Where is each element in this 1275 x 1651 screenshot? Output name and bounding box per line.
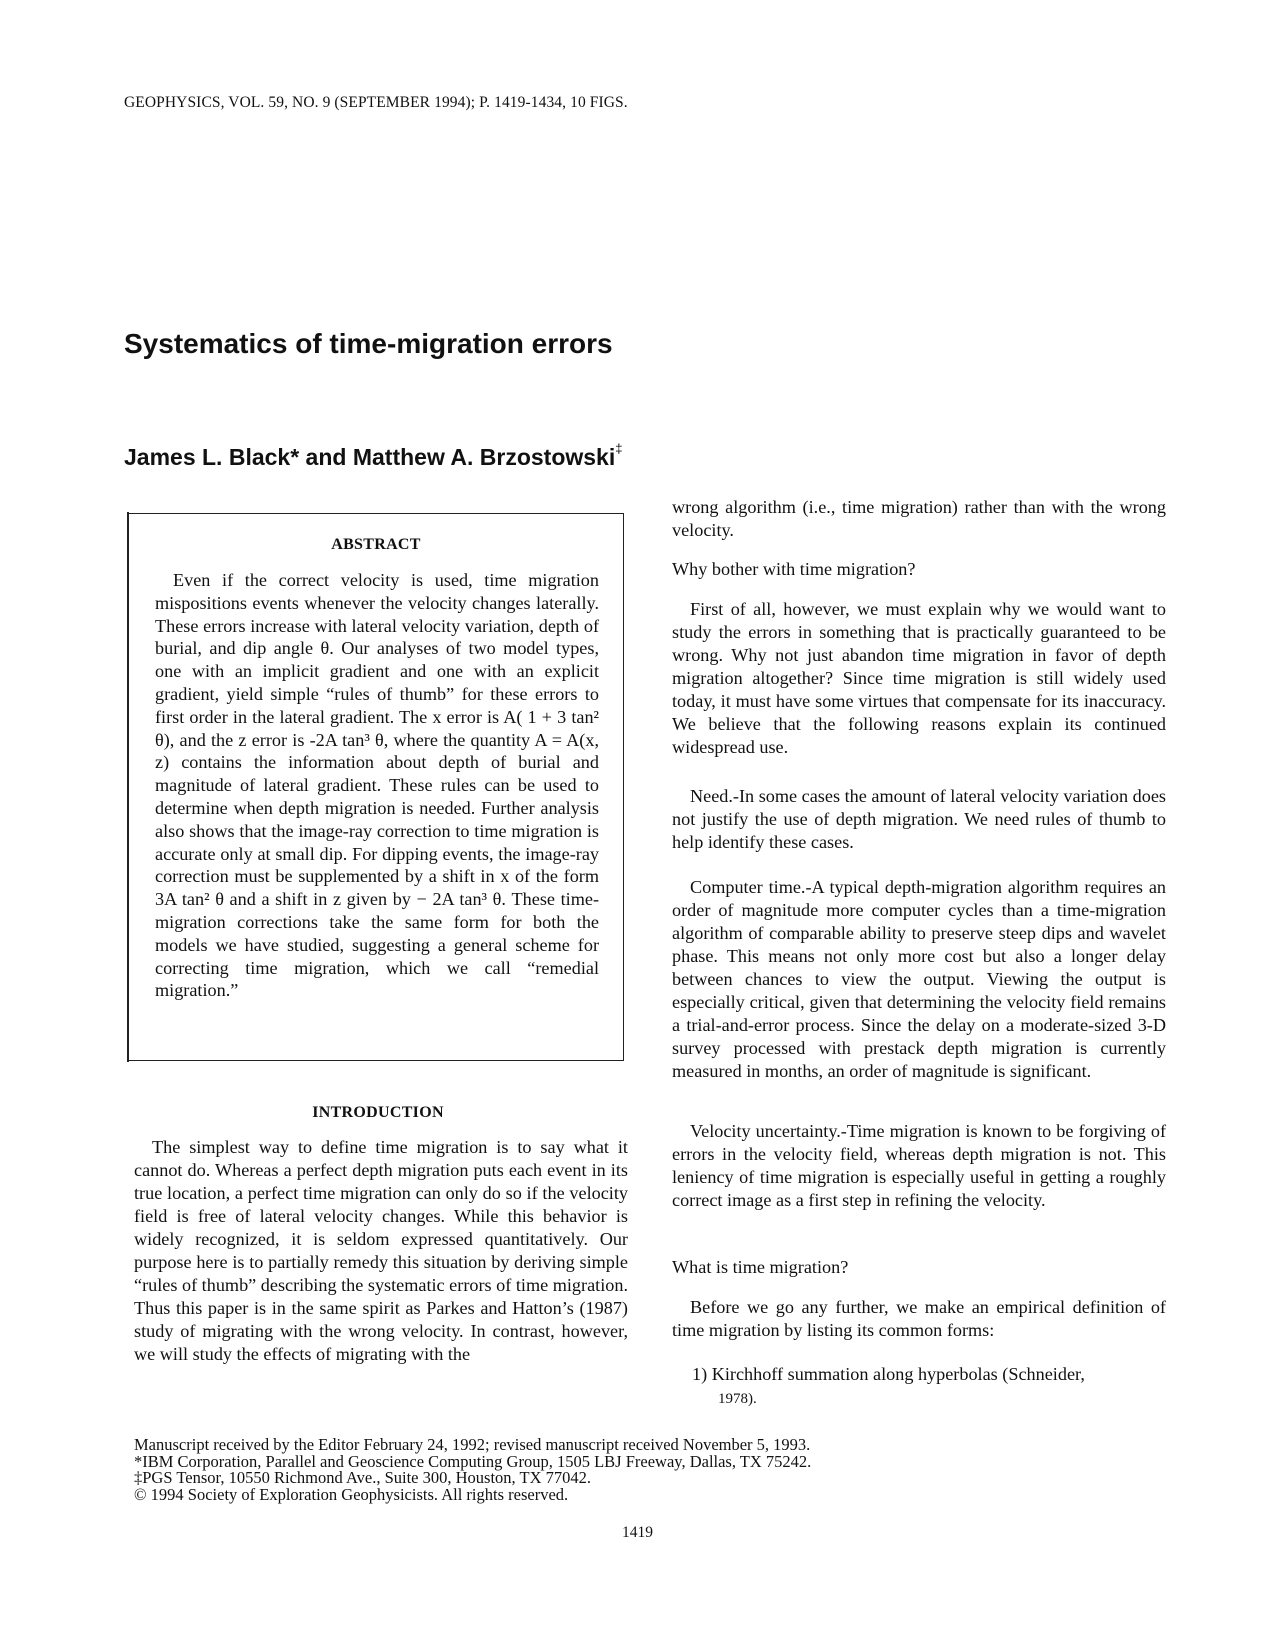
abstract-box [128, 513, 624, 1061]
author-line [124, 441, 622, 471]
paragraph-velocity-uncertainty: Velocity uncertainty.-Time migration is known to be forgiving of errors in the velocity field, whereas depth migration is not. This leniency of time migration is especially useful in getting a roughly correct image as a first step in refining the velocity. [672, 1121, 1166, 1210]
paragraph-computer-time: Computer time.-A typical depth-migration algorithm requires an order of magnitude more computer cycles than a time-migration algorithm of comparable ability to preserve steep dips and wavelet phase. This means not only more cost but also a longer delay between chances to view the output. Viewing the output is especially critical, given that determining the velocity field remains a trial-and-error process. Since the delay on a moderate-sized 3-D survey processed with prestack depth migration is currently measured in months, an order of magnitude is significant. [672, 877, 1166, 1081]
paragraph-first-of-all: First of all, however, we must explain why we would want to study the errors in something that is practically guaranteed to be wrong. Why not just abandon time migration in favor of depth migration altogether? Since time migration is still widely used today, it must have some virtues that compensate for its inaccuracy. We believe that the following reasons explain its continued widespread use. [672, 599, 1166, 757]
footnote-ibm-affiliation: *IBM Corporation, Parallel and Geoscience Computing Group, 1505 LBJ Freeway, Dallas, TX 75242. [134, 1451, 812, 1471]
introduction-heading: INTRODUCTION [312, 1104, 444, 1121]
author-names: James L. Black* and Matthew A. Brzostowski [124, 444, 616, 470]
paragraph-need: Need.-In some cases the amount of lateral velocity variation does not justify the use of depth migration. We need rules of thumb to help identify these cases. [672, 786, 1166, 852]
footnote-copyright: © 1994 Society of Exploration Geophysicists. All rights reserved. [134, 1484, 569, 1504]
introduction-text: The simplest way to define time migration is to say what it cannot do. Whereas a perfect depth migration puts each event in its true location, a perfect time migration can only do so if the velocity field is free of lateral velocity changes. While this behavior is widely recognized, it is seldom expressed quantitatively. Our purpose here is to partially remedy this situation by deriving simple “rules of thumb” describing the systematic errors of time migration. Thus this paper is in the same spirit as Parkes and Hatton’s (1987) study of migrating with the wrong velocity. In contrast, however, we will study the effects of migrating with the [134, 1137, 628, 1364]
footnote-manuscript-received: Manuscript received by the Editor February 24, 1992; revised manuscript received November 5, 1993. [134, 1435, 811, 1454]
abstract-box-rule [127, 512, 129, 1062]
subheading-what-is-time-migration: What is time migration? [672, 1257, 849, 1277]
abstract-heading: ABSTRACT [331, 536, 421, 553]
footnotes [134, 1437, 1034, 1503]
abstract-text: Even if the correct velocity is used, time migration mispositions events whenever the velocity changes laterally. These errors increase with lateral velocity variation, depth of burial, and dip angle θ. Our analyses of two model types, one with an implicit gradient and one with an explicit gradient, yield simple “rules of thumb” for these errors to first order in the lateral gradient. The x error is A( 1 + 3 tan² θ), and the z error is -2A tan³ θ, where the quantity A = A(x, z) contains the information about depth of burial and magnitude of lateral gradient. These rules can be used to determine when depth migration is needed. Further analysis also shows that the image-ray correction to time migration is accurate only at small dip. For dipping events, the image-ray correction must be supplemented by a shift in x of the form 3A tan² θ and a shift in z given by − 2A tan³ θ. These time-migration corrections take the same form for both the models we have studied, suggesting a general scheme for correcting time migration, which we call “remedial migration.” [155, 570, 599, 1001]
author-footnote-mark: ‡ [615, 441, 623, 456]
subheading-why-time-migration: Why bother with time migration? [672, 559, 916, 579]
paper-title: Systematics of time-migration errors [124, 328, 613, 359]
list-item-kirchhoff: 1) Kirchhoff summation along hyperbolas (Schneider, [692, 1364, 1085, 1384]
continuation-paragraph: wrong algorithm (i.e., time migration) rather than with the wrong velocity. [672, 497, 1166, 540]
footnote-pgs-affiliation: ‡PGS Tensor, 10550 Richmond Ave., Suite 300, Houston, TX 77042. [134, 1468, 591, 1487]
journal-reference: GEOPHYSICS, VOL. 59, NO. 9 (SEPTEMBER 1994); P. 1419-1434, 10 FIGS. [124, 94, 628, 111]
list-item-kirchhoff-year: 1978). [718, 1391, 757, 1407]
paragraph-before-we-go: Before we go any further, we make an empirical definition of time migration by listing its common forms: [672, 1297, 1166, 1340]
page-number: 1419 [622, 1524, 653, 1541]
